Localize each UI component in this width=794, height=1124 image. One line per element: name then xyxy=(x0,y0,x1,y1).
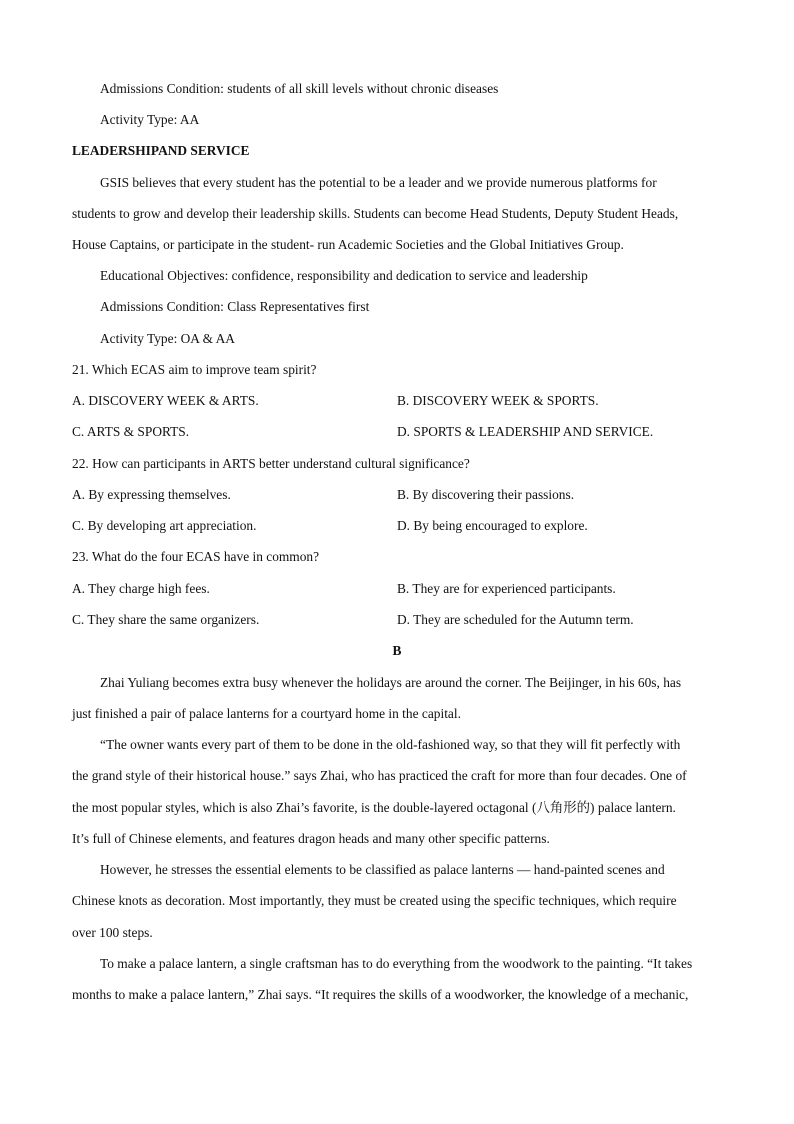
activity-type-sports: Activity Type: AA xyxy=(100,112,200,127)
passage-b-p2-line-1: “The owner wants every part of them to be done in the old-fashioned way, so that they will fit perfectly with xyxy=(100,737,681,752)
admissions-condition-sports: Admissions Condition: students of all skill levels without chronic diseases xyxy=(100,81,499,96)
passage-b-p4-line-1: To make a palace lantern, a single craftsman has to do everything from the woodwork to the painting. “It takes xyxy=(100,956,693,971)
question-21-stem: 21. Which ECAS aim to improve team spirit? xyxy=(72,362,317,377)
question-23-option-c: C. They share the same organizers. xyxy=(72,612,260,627)
question-22-option-c: C. By developing art appreciation. xyxy=(72,518,257,533)
question-23-option-b: B. They are for experienced participants. xyxy=(397,581,616,596)
question-23-option-d: D. They are scheduled for the Autumn term. xyxy=(397,612,634,627)
question-22-option-a: A. By expressing themselves. xyxy=(72,487,231,502)
question-23-stem: 23. What do the four ECAS have in common? xyxy=(72,549,320,564)
passage-b-p2-line-4: It’s full of Chinese elements, and features dragon heads and many other specific patterns. xyxy=(72,831,550,846)
passage-b-p3-line-3: over 100 steps. xyxy=(72,925,153,940)
passage-b-p1-line-1: Zhai Yuliang becomes extra busy whenever the holidays are around the corner. The Beijinger, in his 60s, has xyxy=(100,675,682,690)
activity-type-leadership: Activity Type: OA & AA xyxy=(100,331,235,346)
passage-b-p4-line-2: months to make a palace lantern,” Zhai says. “It requires the skills of a woodworker, the knowledge of a mechanic, xyxy=(72,987,689,1002)
question-22-option-d: D. By being encouraged to explore. xyxy=(397,518,588,533)
leadership-heading: LEADERSHIPAND SERVICE xyxy=(72,143,250,158)
question-21-option-c: C. ARTS & SPORTS. xyxy=(72,424,190,439)
passage-b-p1-line-2: just finished a pair of palace lanterns for a courtyard home in the capital. xyxy=(72,706,461,721)
passage-b-p2-line-2: the grand style of their historical house.” says Zhai, who has practiced the craft for more than four decades. One of xyxy=(72,768,687,783)
question-21-option-a: A. DISCOVERY WEEK & ARTS. xyxy=(72,393,259,408)
question-22-stem: 22. How can participants in ARTS better understand cultural significance? xyxy=(72,456,470,471)
question-22-option-b: B. By discovering their passions. xyxy=(397,487,575,502)
leadership-para-line-2: students to grow and develop their leadership skills. Students can become Head Students, Deputy Student Heads, xyxy=(72,206,679,221)
leadership-para-line-1: GSIS believes that every student has the potential to be a leader and we provide numerous platforms for xyxy=(100,175,657,190)
question-23-option-a: A. They charge high fees. xyxy=(72,581,210,596)
educational-objectives: Educational Objectives: confidence, responsibility and dedication to service and leadership xyxy=(100,268,588,283)
passage-b-p3-line-2: Chinese knots as decoration. Most importantly, they must be created using the specific techniques, which require xyxy=(72,893,677,908)
leadership-para-line-3: House Captains, or participate in the student- run Academic Societies and the Global Initiatives Group. xyxy=(72,237,624,252)
passage-b-p3-line-1: However, he stresses the essential elements to be classified as palace lanterns — hand-painted scenes and xyxy=(100,862,665,877)
admissions-condition-leadership: Admissions Condition: Class Representatives first xyxy=(100,299,370,314)
section-b-heading: B xyxy=(392,643,402,658)
question-21-option-d: D. SPORTS & LEADERSHIP AND SERVICE. xyxy=(397,424,654,439)
passage-b-p2-line-3: the most popular styles, which is also Zhai’s favorite, is the double-layered octagonal (八角形的) palace lantern. xyxy=(72,800,676,815)
question-21-option-b: B. DISCOVERY WEEK & SPORTS. xyxy=(397,393,599,408)
